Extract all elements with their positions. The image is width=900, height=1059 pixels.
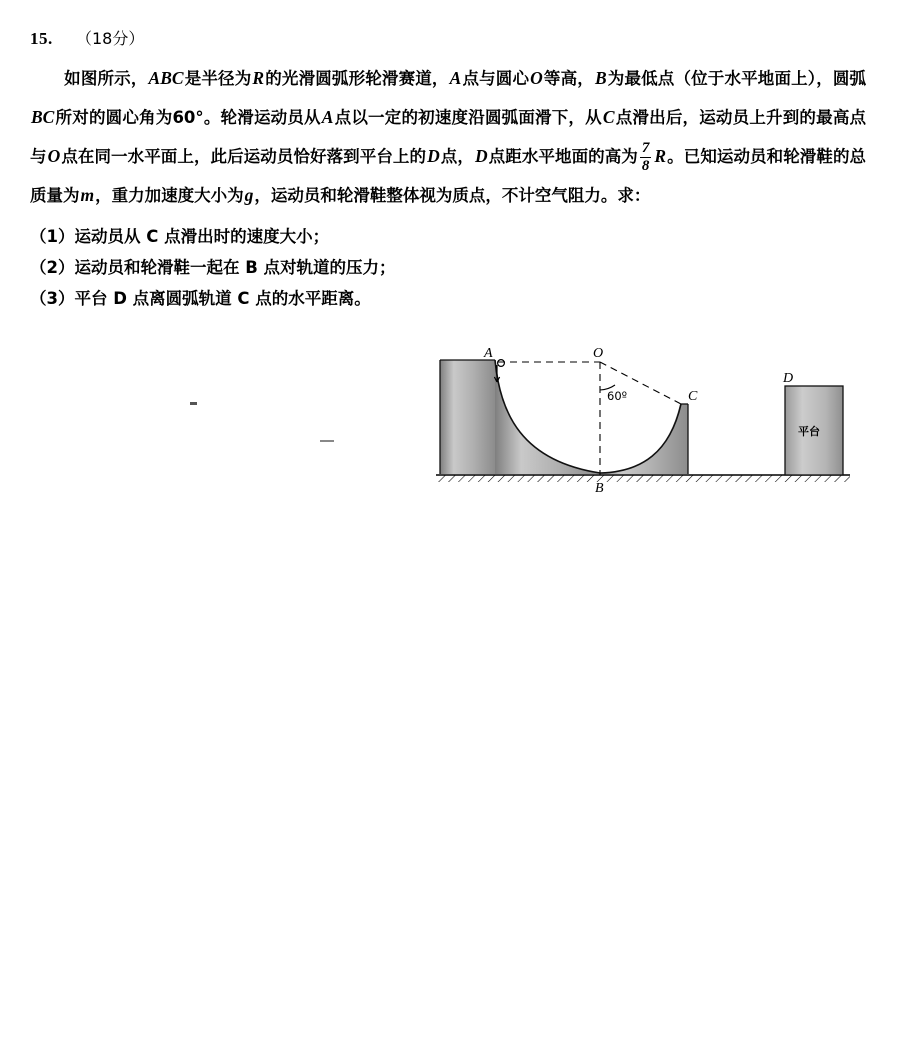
stray-mark-lower [320, 440, 334, 442]
text-p6: 为最低点（位于水平地面上），圆弧 [607, 69, 867, 88]
text-p8: 点以一定的初速度沿圆弧面滑下，从 [334, 108, 602, 127]
var-r: R [252, 68, 265, 88]
sub-question-2: （2）运动员和轮滑鞋一起在 B 点对轨道的压力； [30, 258, 396, 277]
text-p5: 等高， [543, 69, 594, 88]
var-c: C [602, 107, 615, 127]
text-p7: 所对的圆心角为60°。轮滑运动员从 [55, 108, 321, 127]
fraction-denominator: 8 [641, 158, 650, 175]
physics-diagram [400, 342, 870, 512]
sub-question-1: （1）运动员从 C 点滑出时的速度大小； [30, 227, 330, 246]
text-p9: 点滑出后，运动员上升到的最高点与 [30, 108, 867, 166]
label-O: O [593, 346, 604, 361]
label-D: D [783, 371, 794, 386]
sub-question-list [30, 221, 866, 314]
text-p15: ，运动员和轮滑鞋整体视为质点，不计空气阻力。求： [254, 186, 651, 205]
label-B: B [595, 481, 604, 496]
question-number: 15. [30, 29, 53, 48]
text-p12: 点距水平地面的高为 [488, 147, 638, 166]
sub-question-3: （3）平台 D 点离圆弧轨道 C 点的水平距离。 [30, 289, 371, 308]
text-p2: 是半径为 [184, 69, 252, 88]
label-C: C [688, 389, 698, 404]
text-p4: 点与圆心 [462, 69, 530, 88]
var-a: A [449, 68, 462, 88]
question-body [30, 59, 866, 215]
var-abc: ABC [148, 68, 184, 88]
var-d2: D [474, 146, 488, 166]
text-p14: ，重力加速度大小为 [95, 186, 244, 205]
text-p10: 点在同一水平面上，此后运动员恰好落到平台上的 [61, 147, 427, 166]
var-g: g [244, 185, 254, 205]
question-score: （18分） [76, 29, 145, 48]
var-r2: R [654, 146, 667, 166]
label-platform: 平台 [798, 425, 820, 438]
var-o: O [530, 68, 543, 88]
label-angle: 60º [607, 389, 628, 403]
figure-container [30, 342, 866, 512]
text-p3: 的光滑圆弧形轮滑赛道， [265, 69, 449, 88]
var-b: B [594, 68, 607, 88]
label-A: A [484, 346, 493, 361]
var-a2: A [321, 107, 334, 127]
fraction-numerator: 7 [641, 140, 650, 157]
text-p13: 。已知运动员和轮滑鞋的总质量为 [30, 147, 867, 205]
fraction-seven-eighths [638, 140, 654, 175]
var-bc: BC [31, 107, 55, 127]
var-o2: O [47, 146, 61, 166]
var-d: D [427, 146, 440, 166]
stray-mark-upper [190, 402, 197, 405]
question-header [30, 26, 866, 49]
text-p11: 点， [440, 147, 474, 166]
text-p1: 如图所示， [64, 69, 148, 88]
var-m: m [80, 185, 95, 205]
